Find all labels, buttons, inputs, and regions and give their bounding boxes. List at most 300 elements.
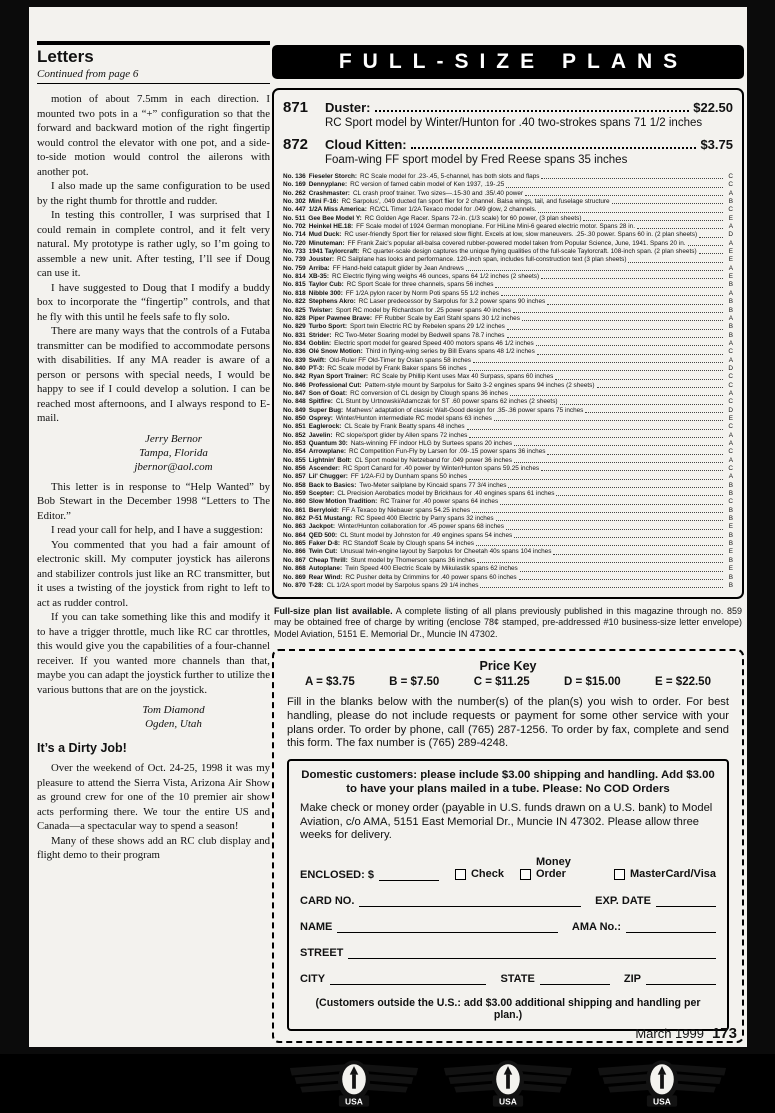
plan-price-code: A — [728, 223, 733, 231]
plan-number: No. 702 — [283, 223, 306, 231]
ama-logo-icon — [596, 1055, 728, 1113]
plan-row — [283, 198, 733, 206]
state-field[interactable] — [540, 972, 610, 985]
plan-number: No. 857 — [283, 473, 306, 481]
dot-leader — [467, 429, 723, 430]
plan-row — [283, 206, 733, 214]
plan-row — [283, 273, 733, 281]
dot-leader — [541, 278, 723, 279]
plan-row — [283, 315, 733, 323]
plan-description: RC Standoff Scale by Clough spans 54 inches — [343, 540, 474, 548]
plan-number: No. 831 — [283, 331, 306, 339]
plan-description: Nats-winning FF indoor HLG by Surtees spans 20 inches — [350, 440, 513, 447]
plan-number: No. 858 — [283, 481, 306, 489]
plan-number: No. 862 — [283, 515, 306, 523]
dot-leader — [541, 470, 723, 471]
check-checkbox[interactable] — [455, 869, 466, 880]
featured-plan — [283, 136, 733, 166]
street-field[interactable] — [348, 946, 716, 959]
featured-plan-title: Duster: — [325, 100, 371, 115]
name-field[interactable] — [337, 920, 558, 933]
plan-description: Unusual twin-engine layout by Sarpolus for Cheetah 40s spans 104 inches — [340, 548, 552, 556]
plan-description: RC Golden Age Racer. Spans 72-in. (1/3 scale) for 60 power, (3 plan sheets) — [364, 214, 582, 222]
plan-price-code: B — [728, 331, 733, 339]
plan-number: No. 847 — [283, 389, 306, 397]
plan-price-code: B — [728, 281, 733, 289]
plan-title: XB-35: — [308, 273, 329, 281]
city-label: CITY — [300, 973, 326, 986]
plan-list-note — [274, 606, 742, 640]
street-label: STREET — [300, 947, 344, 960]
ama-no-field[interactable] — [626, 920, 716, 933]
plan-price-code: E — [728, 414, 733, 422]
plan-description: Third in flying-wing series by Bill Evans spans 48 1/2 inches — [365, 348, 535, 356]
plan-description: RC Pusher delta by Crimmins for .40 power spans 60 inches — [345, 573, 517, 581]
plan-title: Jackpot: — [308, 523, 336, 531]
card-no-label: CARD NO. — [300, 895, 355, 908]
plan-row — [283, 440, 733, 448]
plan-row — [283, 540, 733, 548]
plan-description: RC conversion of CL design by Clough spans 36 inches — [350, 389, 508, 397]
dot-leader — [500, 504, 723, 505]
plan-number: No. 262 — [283, 189, 306, 197]
dot-leader — [514, 462, 723, 463]
ama-logos-row — [272, 1055, 744, 1113]
dot-leader — [510, 395, 723, 396]
featured-plan-price: $22.50 — [693, 100, 733, 115]
dot-leader — [507, 337, 724, 338]
plan-row — [283, 490, 733, 498]
plan-row — [283, 190, 733, 198]
dot-leader — [522, 320, 723, 321]
plan-title: 1941 Taylorcraft: — [308, 248, 360, 256]
plan-description: RC version of famed cabin model of Ken 1937, .19-.25 — [350, 181, 505, 189]
dot-leader — [628, 262, 723, 263]
plan-row — [283, 390, 733, 398]
plan-price-code: E — [728, 248, 733, 256]
plan-description: RC quarter-scale design captures the unique flying qualities of the full-scale Taylorcraft. 108-inch span. (2 plan sheets) — [362, 248, 697, 256]
plan-number: No. 818 — [283, 289, 306, 297]
plan-number: No. 829 — [283, 323, 306, 331]
plan-number: No. 869 — [283, 573, 306, 581]
plan-title: Turbo Sport: — [308, 323, 347, 331]
plan-price-code: C — [728, 381, 733, 389]
plan-description: Twin Speed 400 Electric Scale by Mikulastik spans 62 inches — [345, 565, 518, 573]
ama-logo-usa-text: USA — [499, 1096, 517, 1107]
dot-leader — [699, 253, 723, 254]
plan-number: No. 840 — [283, 364, 306, 372]
dot-leader — [466, 270, 723, 271]
full-size-plans-title: FULL-SIZE PLANS — [338, 50, 689, 73]
plan-number: No. 733 — [283, 248, 306, 256]
plan-price-code: C — [728, 398, 733, 406]
plans-list-box — [272, 88, 744, 599]
international-shipping-note: (Customers outside the U.S.: add $3.00 additional shipping and handling per plan.) — [315, 997, 701, 1022]
dot-leader — [469, 479, 723, 480]
plan-number: No. 714 — [283, 231, 306, 239]
plan-row — [283, 398, 733, 406]
plan-row — [283, 265, 733, 273]
dot-leader — [525, 195, 723, 196]
dot-leader — [520, 571, 723, 572]
plan-price-code: B — [728, 531, 733, 539]
plan-row — [283, 448, 733, 456]
plan-title: Arrowplane: — [308, 448, 347, 456]
plan-price-code: A — [728, 431, 733, 439]
dot-leader — [514, 537, 723, 538]
letter-heading-dirty-job: It’s a Dirty Job! — [37, 741, 127, 755]
plan-description: RC Sarpolus', .049 ducted fan sport flier for 2 channel. Balsa wings, tail, and fuselage structure — [341, 198, 610, 206]
plan-price-code: C — [728, 465, 733, 473]
plan-description: RC user-friendly Sport flier for relaxed slow flight. Excels at low, slow maneuvers. .25-.30 power. Spans 60 in. (2 plan sheets) — [344, 231, 698, 239]
letter-paragraph: I have suggested to Doug that I modify a buddy box to incorporate the “fingertip” controls, and that he fly with this until he feels safe to fly solo. — [37, 281, 270, 323]
plan-title: Twister: — [308, 306, 333, 314]
letter-paragraph: This letter is in response to “Help Wanted” by Bob Stewart in the December 1998 “Letters to The Editor.” — [37, 480, 270, 522]
letter-paragraph: I also made up the same configuration to be used by the right thumb for throttle and rudder. — [37, 180, 270, 207]
money-order-checkbox[interactable] — [520, 869, 531, 880]
dot-leader — [473, 362, 723, 363]
plan-title: Arriba: — [308, 264, 330, 272]
plan-number: No. 849 — [283, 406, 306, 414]
featured-plan-number: 871 — [283, 99, 309, 116]
dot-leader — [469, 370, 723, 371]
plan-number: No. 839 — [283, 356, 306, 364]
plan-title: Taylor Cub: — [308, 281, 344, 289]
plan-title: Stephens Akro: — [308, 298, 356, 306]
plan-title: Son of Goat: — [308, 389, 348, 397]
plan-title: QED 500: — [308, 531, 338, 539]
letter-paragraph: Many of these shows add an RC club display and flight demo to their program — [37, 834, 270, 861]
signature-line: Tampa, Florida — [139, 446, 208, 459]
plan-number: No. 853 — [283, 440, 306, 447]
dot-leader — [480, 587, 723, 588]
plan-title: Lil' Chugger: — [308, 473, 348, 481]
mastercard-visa-checkbox[interactable] — [614, 869, 625, 880]
plan-number: No. 870 — [283, 581, 306, 589]
plan-number: No. 866 — [283, 548, 306, 556]
plan-price-code: B — [728, 506, 733, 514]
plan-description: Sport RC model by Richardson for .25 power spans 40 inches — [335, 306, 511, 314]
price-key-entry: C = $11.25 — [473, 676, 530, 689]
plan-description: FF Scale model of 1924 German monoplane. For HiLine Mini-6 geared electric motor. Spans 28 in. — [356, 223, 635, 231]
dot-leader — [508, 487, 723, 488]
plan-row — [283, 332, 733, 340]
plan-title: Goblin: — [308, 339, 332, 347]
plan-number: No. 863 — [283, 523, 306, 531]
plan-title: Minuteman: — [308, 239, 345, 247]
full-size-plans-header — [272, 45, 744, 79]
plan-price-code: E — [728, 523, 733, 531]
dot-leader — [495, 287, 723, 288]
ama-logo-usa-text: USA — [345, 1096, 363, 1107]
plan-row — [283, 565, 733, 573]
signature-jerry-bernor — [77, 432, 270, 474]
dot-leader — [537, 354, 723, 355]
name-row — [300, 920, 716, 933]
plan-list-note-lead: Full-size plan list available. — [274, 606, 393, 617]
dot-leader — [555, 379, 723, 380]
plan-row — [283, 432, 733, 440]
price-key-entry: D = $15.00 — [564, 676, 621, 689]
featured-plan-title: Cloud Kitten: — [325, 137, 407, 152]
featured-plan-price: $3.75 — [700, 137, 733, 152]
plan-row — [283, 574, 733, 582]
plan-number: No. 854 — [283, 448, 306, 456]
plan-row — [283, 307, 733, 315]
plan-row — [283, 415, 733, 423]
plan-price-code: C — [728, 173, 733, 180]
price-key-entry: E = $22.50 — [655, 676, 711, 689]
letters-rule-top — [37, 41, 270, 45]
dot-leader — [506, 529, 723, 530]
plan-description: Pattern-style mount by Sarpolus for Saito 3-2 engines spans 94 inches (2 sheets) — [364, 381, 595, 389]
card-number-row — [300, 894, 716, 907]
plan-number: No. 855 — [283, 456, 306, 464]
price-key-entry: B = $7.50 — [389, 676, 440, 689]
plan-title: Mud Duck: — [308, 231, 342, 239]
plan-number: No. 511 — [283, 214, 306, 222]
exp-date-label: EXP. DATE — [595, 895, 651, 908]
dot-leader — [585, 412, 723, 413]
exp-date-field[interactable] — [656, 894, 716, 907]
plan-row — [283, 357, 733, 365]
plan-title: Nibble 300: — [308, 289, 343, 297]
plan-description: CL 1/2A sport model by Sarpolus spans 29 1/4 inches — [326, 581, 479, 589]
zip-label: ZIP — [623, 973, 641, 986]
dot-leader — [514, 445, 723, 446]
plan-price-code: D — [728, 364, 733, 372]
signature-line: Jerry Bernor — [144, 432, 203, 445]
plan-row — [283, 223, 733, 231]
plan-price-code: B — [728, 198, 733, 206]
plan-description: RC Speed 400 Electric by Parry spans 32 inches — [355, 515, 494, 523]
plan-number: No. 860 — [283, 498, 306, 506]
plan-description: CL crash proof trainer. Two sizes—.15-30 and .35/.40 power — [352, 189, 524, 197]
plan-description: Sport twin Electric RC by Rebelen spans 29 1/2 inches — [349, 323, 505, 331]
plan-description: RC/CL Timer 1/2A Texaco model for .049 glow, 2 channels. — [369, 206, 537, 214]
page-number: 173 — [711, 1025, 737, 1042]
dot-leader — [472, 512, 723, 513]
plan-number: No. 815 — [283, 281, 306, 289]
plan-price-code: C — [728, 373, 733, 381]
plan-row — [283, 323, 733, 331]
plan-title: Heinkel HE.18: — [308, 223, 354, 231]
dot-leader — [541, 178, 723, 179]
plan-price-code: E — [728, 256, 733, 264]
plan-description: RC Scale model for .23-.45, 5-channel, has both slots and flaps — [360, 173, 540, 180]
plan-row — [283, 523, 733, 531]
plan-title: 1/2A Miss America: — [308, 206, 367, 214]
issue-date: March 1999 — [635, 1026, 704, 1041]
plan-row — [283, 256, 733, 264]
plan-title: Faker D-8: — [308, 540, 340, 548]
plan-price-code: A — [728, 239, 733, 247]
plan-description: FF A Texaco by Niebauer spans 54.25 inches — [341, 506, 471, 514]
plan-price-code: B — [728, 490, 733, 498]
plan-number: No. 834 — [283, 339, 306, 347]
dot-leader — [507, 329, 723, 330]
plan-number: No. 865 — [283, 540, 306, 548]
plans-column — [272, 45, 744, 1113]
plan-title: Olé Snow Motion: — [308, 348, 363, 356]
plan-row — [283, 240, 733, 248]
plan-description: FF 1/2A-F/J by Dunham spans 50 inches — [350, 473, 468, 481]
plan-row — [283, 181, 733, 189]
plan-row — [283, 365, 733, 373]
plan-row — [283, 281, 733, 289]
plan-title: Javelin: — [308, 431, 333, 439]
plan-row — [283, 373, 733, 381]
plan-price-code: A — [728, 264, 733, 272]
dot-leader — [501, 295, 723, 296]
domestic-customers-note: Domestic customers: please include $3.00 shipping and handling. Add $3.00 to have your plans mailed in a tube. Please: No COD Orders — [301, 769, 715, 796]
plan-description: RC slope/sport glider by Allen spans 72 inches — [335, 431, 468, 439]
state-label: STATE — [500, 973, 535, 986]
plan-description: FF Rubber Scale by Earl Stahl spans 30 1/2 inches — [374, 314, 520, 322]
dot-leader — [476, 545, 723, 546]
plan-row — [283, 348, 733, 356]
plan-price-code: E — [728, 273, 733, 281]
mastercard-visa-checkbox-label: MasterCard/Visa — [629, 868, 716, 881]
plan-description: CL Scale by Frank Beatty spans 48 inches — [344, 423, 465, 431]
plan-title: Autoplane: — [308, 565, 343, 573]
plan-description: RC Competition Fun-Fly by Larsen for .09-.15 power spans 36 inches — [349, 448, 546, 456]
letter-paragraph: If you can take something like this and modify it to have a trigger throttle, much like RC car throttles, this would give you the capabilities of a four-channel receiver. If you wanted more channels than that, maybe you can adapt the joystick further to utilize the various buttons that are on the joystick. — [37, 611, 270, 696]
plan-price-code: C — [728, 423, 733, 431]
plan-price-code: B — [728, 515, 733, 523]
plan-title: Eaglerock: — [308, 423, 342, 431]
plan-number: No. 825 — [283, 306, 306, 314]
plan-description: Winter/Hunton collaboration for .45 power spans 68 inches — [338, 523, 504, 531]
plan-list-note-rest: A complete listing of all plans previously published in this magazine through no. 859 may be obtained free of charge by writing (enclose 78¢ stamped, pre-addressed #10 business-size letter envelope) Model Aviation, 5151 E. Memorial Dr., Muncie IN 47302. — [274, 606, 742, 639]
dot-leader — [477, 562, 723, 563]
city-field[interactable] — [330, 972, 486, 985]
dot-leader — [547, 454, 723, 455]
plan-row — [283, 290, 733, 298]
plan-description: CL Stunt by Urtnowski/Adamczak for ST .60 power spans 62 inches (2 sheets) — [335, 398, 558, 406]
dot-leader — [637, 228, 723, 229]
dot-leader — [513, 312, 723, 313]
card-no-field[interactable] — [359, 894, 581, 907]
plan-description: CL Sport model by Netzeband for .049 power 36 inches — [354, 456, 512, 464]
plan-title: Slow Motion Tradition: — [308, 498, 378, 506]
plan-price-code: C — [728, 348, 733, 356]
plan-number: No. 759 — [283, 264, 306, 272]
plan-description: CL Stunt model by Johnston for .49 engines spans 54 inches — [340, 531, 513, 539]
plan-number: No. 720 — [283, 239, 306, 247]
plan-description: RC Two-Meter Soaring model by Bedwell spans 78.7 inches — [334, 331, 505, 339]
plan-row — [283, 532, 733, 540]
dot-leader — [469, 437, 723, 438]
letters-rule-bottom — [37, 83, 270, 84]
plan-number: No. 850 — [283, 414, 306, 422]
zip-field[interactable] — [646, 972, 716, 985]
letter-paragraph: There are many ways that the controls of a Futaba transmitter can be modified to accommodate persons with disabilities. If any MA reader is aware of a person or persons with special needs, I would be happy to see if I could develop a solution. I can be reached most afternoons, and I always respond to E-mail. — [37, 325, 270, 424]
plan-number: No. 169 — [283, 181, 306, 189]
featured-plan-number: 872 — [283, 136, 309, 153]
dot-leader — [612, 203, 723, 204]
plan-description: RC Sport Canard for .40 power by Winter/Hunton spans 59.25 inches — [343, 465, 540, 473]
ama-logo-icon — [442, 1055, 574, 1113]
plan-row — [283, 382, 733, 390]
letter-paragraph: You commented that you had a fair amount of electronic skill. My computer joystick has ailerons and stabilizer controls just like an RC transmitter, but it uses a twisting of the joystick from right to left to act as rudder control. — [37, 538, 270, 609]
plan-row — [283, 407, 733, 415]
plan-row — [283, 173, 733, 181]
plan-price-code: C — [728, 181, 733, 189]
plan-description: RC Sport Scale for three channels, spans 56 inches — [346, 281, 494, 289]
plan-title: Jouster: — [308, 256, 334, 264]
letters-column — [37, 41, 270, 863]
plan-number: No. 861 — [283, 506, 306, 514]
plan-number: No. 302 — [283, 198, 306, 206]
plan-title: Piper Pawnee Brave: — [308, 314, 372, 322]
plan-description: Stunt model by Thomerson spans 36 inches — [350, 556, 476, 564]
plan-row — [283, 423, 733, 431]
plan-price-code: E — [728, 548, 733, 556]
plan-row — [283, 340, 733, 348]
order-inner-box — [287, 759, 729, 1031]
ama-no-label: AMA No.: — [571, 921, 621, 934]
plan-price-code: C — [728, 206, 733, 214]
plan-row — [283, 457, 733, 465]
plan-row — [283, 515, 733, 523]
plan-price-code: E — [728, 565, 733, 573]
plan-title: Rear Wind: — [308, 573, 343, 581]
plan-price-code: D — [728, 231, 733, 239]
featured-plan — [283, 99, 733, 129]
plan-number: No. 859 — [283, 490, 306, 498]
plan-title: Super Bug: — [308, 406, 344, 414]
plan-title: Professional Cut: — [308, 381, 362, 389]
signature-tom-diamond — [77, 703, 270, 731]
plan-title: Spitfire: — [308, 398, 333, 406]
plan-description: FF 1/2A pylon racer by Norm Poti spans 55 1/2 inches — [345, 289, 499, 297]
page-footer — [635, 1025, 737, 1042]
plan-title: Scepter: — [308, 490, 335, 498]
plan-description: RC Sailplane has looks and performance. 120-inch span, includes full-construction text (3 plan sheets) — [336, 256, 627, 264]
enclosed-amount-field[interactable] — [379, 868, 439, 881]
letters-title: Letters — [37, 47, 94, 66]
plan-price-code: A — [728, 456, 733, 464]
plan-row — [283, 231, 733, 239]
plan-price-code: A — [728, 289, 733, 297]
plan-price-code: A — [728, 189, 733, 197]
dot-leader — [538, 212, 723, 213]
plan-price-code: B — [728, 306, 733, 314]
plan-number: No. 852 — [283, 431, 306, 439]
plan-number: No. 822 — [283, 298, 306, 306]
plan-price-code: B — [728, 581, 733, 589]
plan-description: RC Trainer for .40 power spans 64 inches — [380, 498, 499, 506]
plan-row — [283, 465, 733, 473]
plan-number: No. 836 — [283, 348, 306, 356]
signature-line: Tom Diamond — [142, 704, 205, 716]
signature-line: jbernor@aol.com — [134, 460, 213, 473]
money-order-checkbox-label: Money Order — [536, 856, 571, 881]
plan-price-code: A — [728, 339, 733, 347]
plan-row — [283, 548, 733, 556]
plan-number: No. 856 — [283, 465, 306, 473]
plan-number: No. 846 — [283, 381, 306, 389]
plan-description: RC Laser predecessor by Sarpolus for 3.2 power spans 90 inches — [358, 298, 546, 306]
plan-row — [283, 507, 733, 515]
plan-price-code: E — [728, 214, 733, 222]
dot-leader — [583, 220, 723, 221]
plan-description: Mathews' adaptation of classic Walt-Good design for .35-.36 power spans 75 inches — [346, 406, 584, 414]
dot-leader — [553, 554, 723, 555]
plan-price-code: C — [728, 498, 733, 506]
dot-leader — [560, 404, 723, 405]
